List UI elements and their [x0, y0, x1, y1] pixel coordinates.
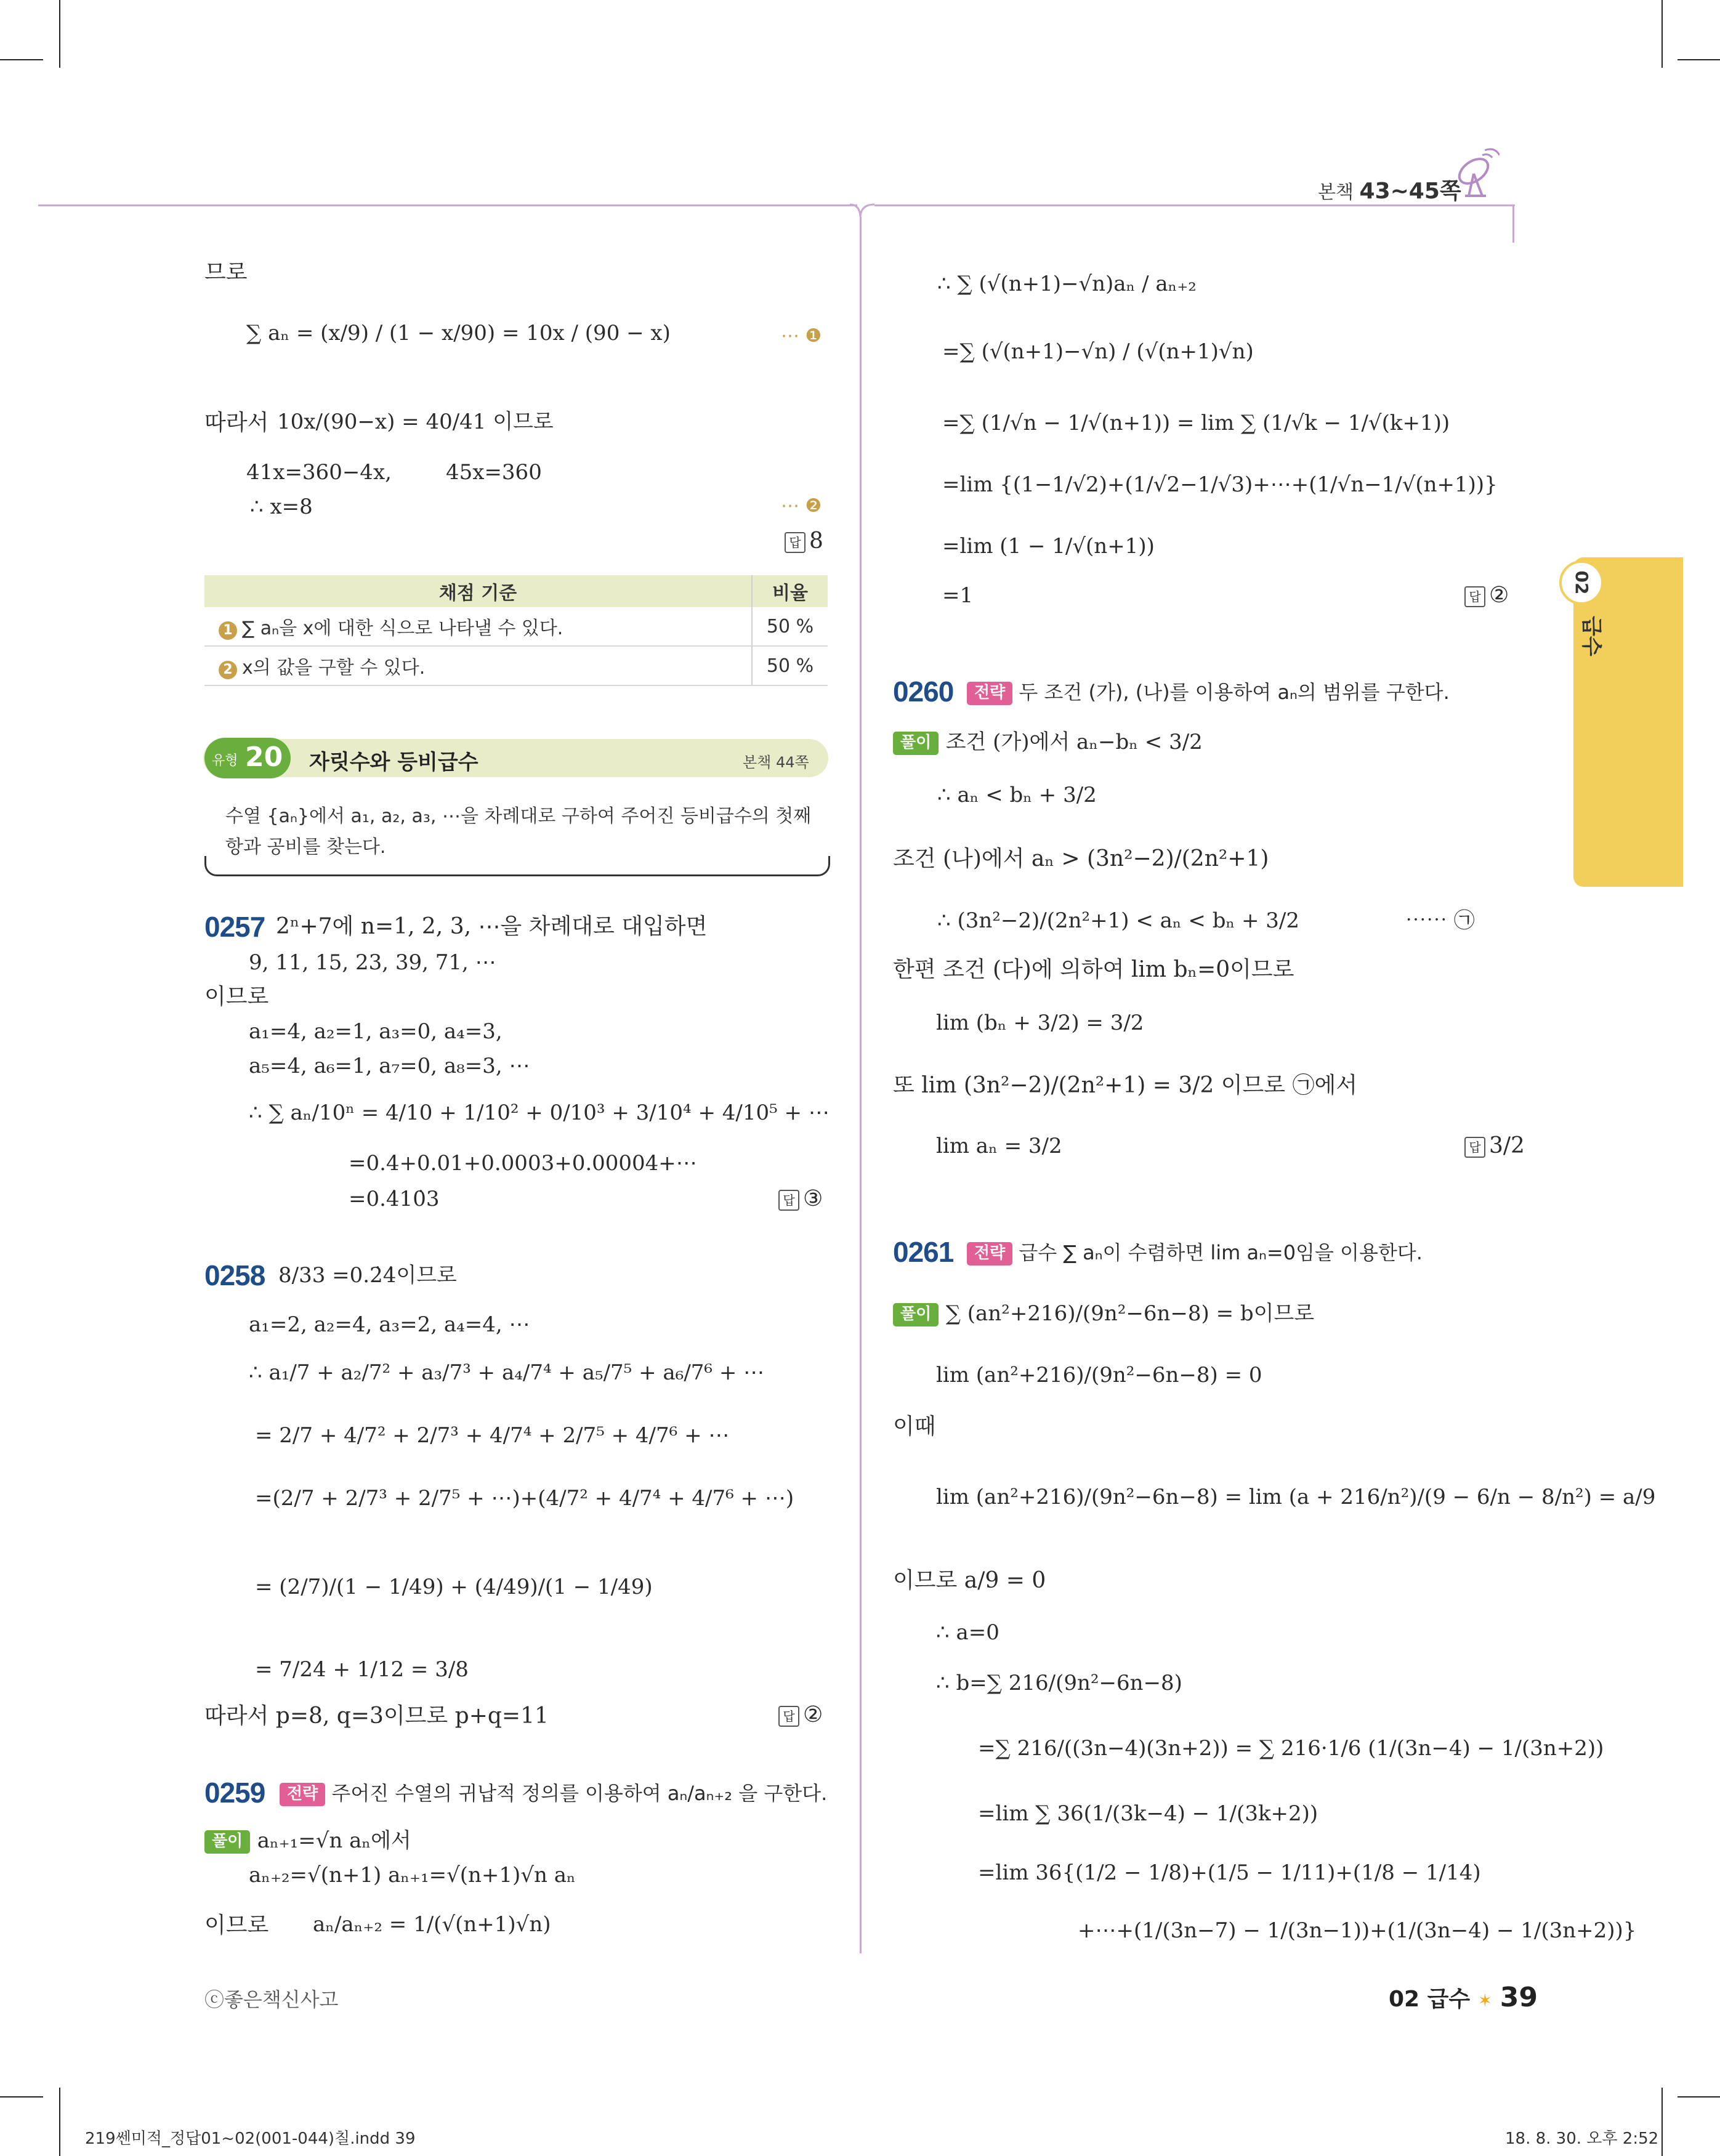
math-equation: lim aₙ = 3/2 [936, 1134, 1062, 1158]
math-equation: ∴ b=∑ 216/(9n²−6n−8) [936, 1671, 1182, 1695]
math-equation: +⋯+(1/(3n−7) − 1/(3n−1))+(1/(3n−4) − 1/(3n+2))} [1078, 1918, 1637, 1943]
math-equation: = (2/7)/(1 − 1/49) + (4/49)/(1 − 1/49) [255, 1575, 653, 1599]
math-equation: ∴ aₙ < bₙ + 3/2 [937, 783, 1097, 807]
table-header: 채점 기준 [204, 575, 752, 607]
problem-number: 0258 [204, 1259, 265, 1291]
text-line: 므로 [204, 260, 248, 285]
print-slug-file: 219쎈미적_정답01~02(001-044)칠.indd 39 [85, 2130, 416, 2148]
strategy-text: 주어진 수열의 귀납적 정의를 이용하여 aₙ/aₙ₊₂ 을 구한다. [331, 1782, 828, 1805]
print-slug-date: 18. 8. 30. 오후 2:52 [1505, 2130, 1659, 2148]
math-equation: a₁=2, a₂=4, a₃=2, a₄=4, ⋯ [249, 1312, 530, 1337]
type-header [203, 739, 828, 777]
math-equation: ∴ ∑ aₙ/10ⁿ = 4/10 + 1/10² + 0/10³ + 3/10⁴ + 4/10⁵ + ⋯ [249, 1100, 830, 1125]
math-equation: 9, 11, 15, 23, 39, 71, ⋯ [249, 950, 496, 975]
strategy-line [280, 1781, 827, 1806]
row-number: 1 [219, 621, 237, 640]
math-equation: aₙ₊₂=√(n+1) aₙ₊₁=√(n+1)√n aₙ [249, 1863, 576, 1888]
score-marker-1: ⋯ ❶ [781, 325, 822, 347]
math-equation: 45x=360 [446, 460, 542, 485]
math-equation: lim (an²+216)/(9n²−6n−8) = 0 [936, 1363, 1262, 1387]
divider-curve [850, 203, 881, 222]
answer [1464, 1133, 1525, 1158]
answer-icon: 답 [778, 1190, 799, 1211]
ref-pages: 43~45쪽 [1359, 179, 1461, 204]
satellite-dish-icon [1450, 147, 1500, 202]
math-equation: 8/33 =0.2̇4̇이므로 [278, 1263, 457, 1288]
math-equation: aₙ/aₙ₊₂ = 1/(√(n+1)√n) [313, 1912, 551, 1937]
header-rule [874, 204, 1515, 206]
math-equation: 이므로 a/9 = 0 [893, 1568, 1046, 1593]
table-cell: x의 값을 구할 수 있다. [242, 657, 426, 679]
text-line: 따라서 [204, 410, 269, 435]
crop-mark [1661, 0, 1663, 68]
grading-table [204, 575, 828, 686]
type-title: 자릿수와 등비급수 [309, 750, 478, 775]
text-line: 이므로 [204, 1913, 269, 1938]
strategy-line [967, 680, 1450, 705]
equation-marker: ⋯⋯ ㉠ [1405, 908, 1475, 933]
solution-line [893, 728, 1203, 756]
text-line: 이므로 [204, 984, 269, 1009]
solution-badge: 풀이 [204, 1830, 250, 1854]
table-header: 비율 [752, 575, 828, 607]
chapter-number: 02 [1572, 570, 1592, 595]
ref-prefix: 본책 [1318, 182, 1354, 203]
math-equation: =∑ (√(n+1)−√n) / (√(n+1)√n) [942, 339, 1254, 364]
strategy-badge: 전략 [967, 1242, 1012, 1266]
type-number: 20 [245, 741, 283, 773]
math-equation: ∑ aₙ = (x/9) / (1 − x/90) = 10x / (90 − x) [246, 321, 671, 345]
star-icon: ✶ [1477, 1990, 1493, 2011]
type-badge [204, 738, 291, 778]
problem-number: 0261 [893, 1236, 954, 1268]
header-rule [38, 204, 857, 206]
answer-value: ③ [803, 1186, 823, 1211]
strategy-text: 급수 ∑ aₙ이 수렴하면 lim aₙ=0임을 이용한다. [1019, 1241, 1423, 1264]
strategy-text: 두 조건 (가), (나)를 이용하여 aₙ의 범위를 구한다. [1019, 680, 1450, 704]
table-row [204, 646, 828, 685]
answer [778, 1702, 823, 1727]
row-number: 2 [219, 661, 237, 679]
footer-chapter: 02 급수 [1389, 1987, 1471, 2012]
math-equation: =lim 36{(1/2 − 1/8)+(1/5 − 1/11)+(1/8 − 1/14) [978, 1860, 1481, 1885]
math-equation: 10x/(90−x) = 40/41 이므로 [277, 410, 554, 434]
math-equation: ∴ x=8 [250, 495, 313, 519]
math-equation: =lim {(1−1/√2)+(1/√2−1/√3)+⋯+(1/√n−1/√(n+1))} [942, 472, 1498, 497]
math-equation: =1 [942, 583, 974, 608]
math-equation: ∴ (3n²−2)/(2n²+1) < aₙ < bₙ + 3/2 [937, 908, 1299, 933]
math-equation: lim (bₙ + 3/2) = 3/2 [936, 1011, 1144, 1035]
problem-number: 0257 [204, 911, 265, 943]
answer-value: ② [1489, 583, 1509, 608]
crop-mark [1661, 2088, 1663, 2156]
answer-value: 3/2 [1489, 1133, 1525, 1158]
text-line: 또 lim (3n²−2)/(2n²+1) = 3/2 이므로 ㉠에서 [893, 1073, 1358, 1098]
answer [785, 528, 823, 554]
solution-line [893, 1299, 1314, 1327]
math-equation: = 2/7 + 4/7² + 2/7³ + 4/7⁴ + 2/7⁵ + 4/7⁶ + ⋯ [255, 1423, 730, 1448]
math-equation: 조건 (가)에서 aₙ−bₙ < 3/2 [945, 730, 1203, 754]
math-equation: a₁=4, a₂=1, a₃=0, a₄=3, [249, 1019, 503, 1044]
table-cell: 50 % [752, 607, 828, 646]
solution-badge: 풀이 [893, 1303, 939, 1326]
math-equation: ∴ ∑ (√(n+1)−√n)aₙ / aₙ₊₂ [937, 272, 1197, 296]
type-reference: 본책 44쪽 [743, 754, 809, 771]
page-number: 39 [1500, 1982, 1538, 2013]
type-description: 수열 {aₙ}에서 a₁, a₂, a₃, ⋯을 차례대로 구하여 주어진 등비급수의 첫째 [225, 805, 812, 827]
text-line: 2ⁿ+7에 n=1, 2, 3, ⋯을 차례대로 대입하면 [276, 914, 708, 939]
chapter-side-tab [1573, 557, 1683, 887]
answer [778, 1186, 823, 1211]
answer-icon: 답 [1464, 586, 1485, 607]
solution-badge: 풀이 [893, 732, 939, 755]
score-marker-2: ⋯ ❷ [781, 495, 822, 517]
solution-line [204, 1827, 411, 1854]
text-line: 한편 조건 (다)에 의하여 lim bₙ=0이므로 [893, 957, 1294, 982]
math-equation: =lim (1 − 1/√(n+1)) [942, 534, 1155, 559]
strategy-badge: 전략 [280, 1783, 325, 1806]
crop-mark [0, 59, 43, 60]
answer-icon: 답 [778, 1706, 799, 1727]
table-cell: ∑ aₙ을 x에 대한 식으로 나타낼 수 있다. [242, 618, 563, 639]
math-equation: 41x=360−4x, [246, 460, 392, 485]
problem-number: 0260 [893, 676, 954, 708]
header-rule-end [1512, 206, 1514, 243]
math-equation: =(2/7 + 2/7³ + 2/7⁵ + ⋯)+(4/7² + 4/7⁴ + 4/7⁶ + ⋯) [255, 1486, 794, 1511]
text-line: 따라서 p=8, q=3이므로 p+q=11 [204, 1703, 549, 1729]
publisher-credit: ⓒ좋은책신사고 [204, 1988, 339, 2011]
crop-mark [59, 0, 60, 68]
chapter-title: 급수 [1579, 616, 1604, 656]
math-equation: aₙ₊₁=√n aₙ에서 [257, 1828, 411, 1853]
crop-mark [0, 2096, 43, 2097]
math-equation: 조건 (나)에서 aₙ > (3n²−2)/(2n²+1) [893, 846, 1269, 871]
answer-icon: 답 [785, 532, 805, 553]
type-description: 항과 공비를 찾는다. [225, 836, 386, 858]
math-equation: ∴ a=0 [936, 1620, 999, 1645]
math-equation: =0.4+0.01+0.0003+0.00004+⋯ [349, 1151, 697, 1176]
crop-mark [1678, 59, 1720, 60]
math-equation: lim (an²+216)/(9n²−6n−8) = lim (a + 216/n²)/(9 − 6/n − 8/n²) = a/9 [936, 1485, 1656, 1509]
answer-value: ② [803, 1702, 823, 1727]
type-label: 유형 [212, 753, 238, 769]
math-equation: =lim ∑ 36(1/(3k−4) − 1/(3k+2)) [978, 1801, 1318, 1826]
chapter-number-circle [1559, 560, 1604, 605]
math-equation: =0.4̇10̇3 [349, 1187, 440, 1211]
answer [1464, 583, 1509, 608]
strategy-line [967, 1240, 1423, 1266]
math-equation: =∑ (1/√n − 1/√(n+1)) = lim ∑ (1/√k − 1/√(k+1)) [942, 411, 1450, 435]
math-equation: a₅=4, a₆=1, a₇=0, a₈=3, ⋯ [249, 1054, 530, 1078]
table-cell: 50 % [752, 646, 828, 685]
type-box-border [204, 782, 830, 876]
problem-number: 0259 [204, 1777, 265, 1809]
strategy-badge: 전략 [967, 682, 1012, 705]
table-row [204, 607, 828, 646]
text-line: 이때 [893, 1414, 936, 1439]
math-equation: ∴ a₁/7 + a₂/7² + a₃/7³ + a₄/7⁴ + a₅/7⁵ + a₆/7⁶ + ⋯ [249, 1360, 765, 1385]
column-divider [860, 217, 862, 1953]
page-footer [1389, 1982, 1538, 2013]
answer-icon: 답 [1464, 1137, 1485, 1158]
crop-mark [59, 2088, 60, 2156]
math-equation: =∑ 216/((3n−4)(3n+2)) = ∑ 216·1/6 (1/(3n−4) − 1/(3n+2)) [978, 1736, 1604, 1761]
math-equation: = 7/24 + 1/12 = 3/8 [255, 1657, 469, 1682]
math-equation: ∑ (an²+216)/(9n²−6n−8) = b이므로 [945, 1301, 1315, 1326]
answer-value: 8 [809, 528, 823, 554]
page-reference [1318, 174, 1461, 205]
crop-mark [1678, 2096, 1720, 2097]
